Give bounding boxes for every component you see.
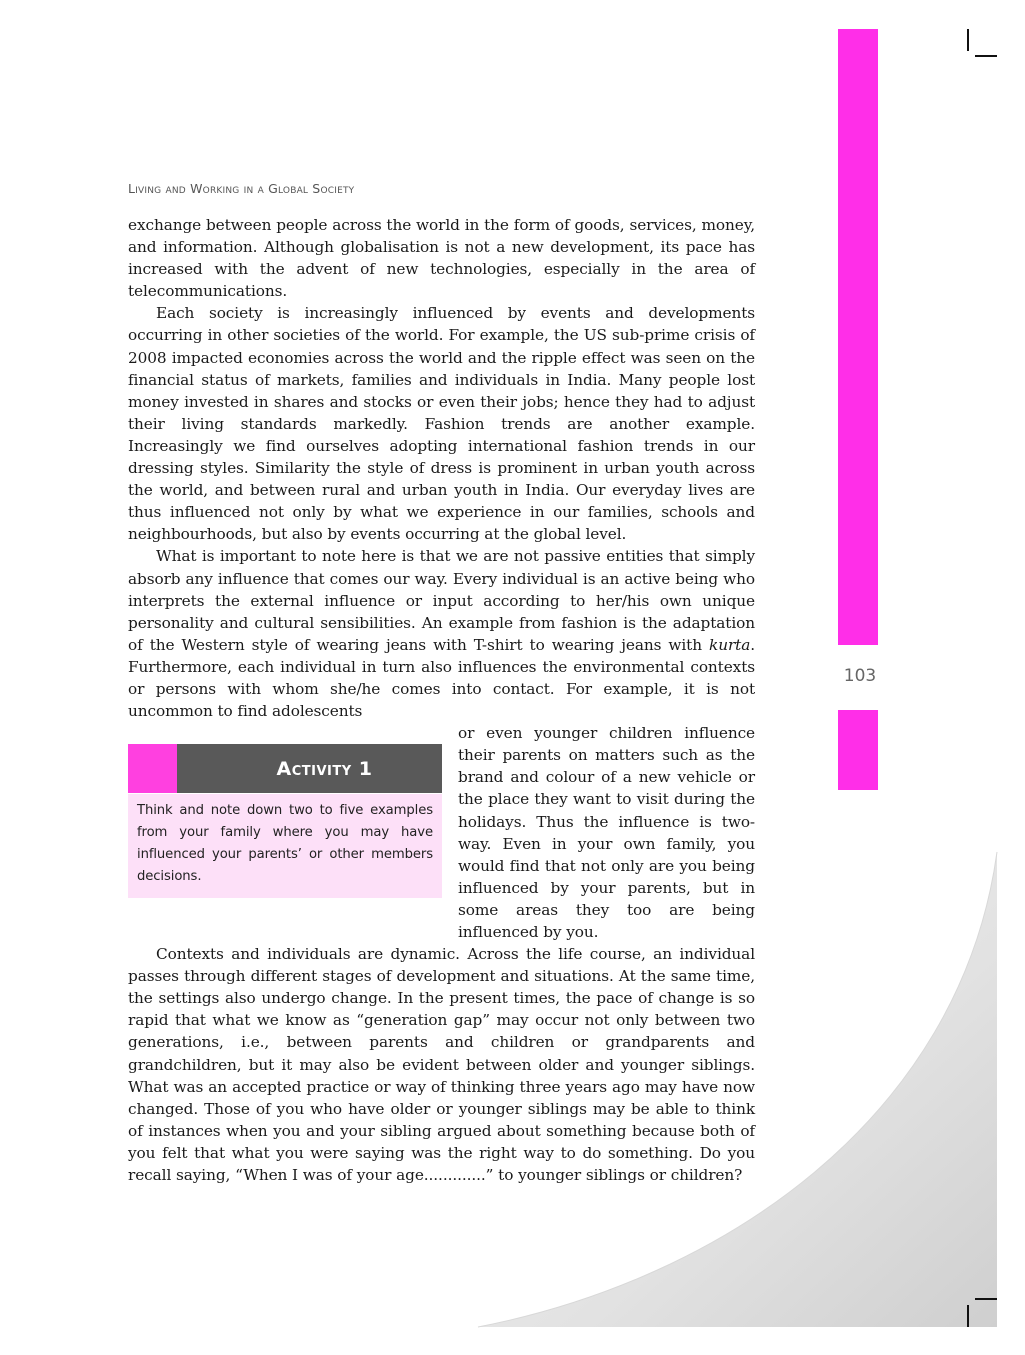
paragraph: or even younger children influence their parents on matters such as the brand and colour of a new vehicle or the place they want to visit during the holidays. Thus the influence is two-way. Even in your own family, you would find that not only are you being influenced by your parents, but in some areas they too are being influenced by you. [458,724,755,941]
paragraph-text: What is important to note here is that we are not passive entities that simply absorb any influence that comes our way. Every individual is an active being who interprets the external influence or input according to her/his own unique personality and cultural sensibilities. An example from fashion is the adaptation of the Western style of wearing jeans with T-shirt to wearing jeans with [128,547,755,654]
paragraph [128,545,755,722]
activity-header [128,744,442,793]
italic-term: kurta [709,635,751,654]
paragraph: exchange between people across the world in the form of goods, services, money, and information. Although globalisation is not a new development, its pace has increased with the advent of new technologies, especially in the area of telecommunications. [128,216,755,301]
activity-text: Think and note down two to five examples from your family where you may have influenced your parents’ or other members decisions. [128,794,442,898]
side-tab-lower [838,710,878,790]
crop-mark [967,1305,969,1327]
activity-accent [128,744,177,793]
crop-mark [975,1298,997,1300]
side-tab-upper [838,29,878,645]
paragraph: Contexts and individuals are dynamic. Across the life course, an individual passes through different stages of development and situations. At the same time, the settings also undergo change. In the present times, the pace of change is so rapid that what we know as “generation gap” may occur not only between two generations, i.e., between parents and children or grandparents and grandchildren, but it may also be evident between older and younger siblings. What was an accepted practice or way of thinking three years ago may have now changed. Those of you who have older or younger siblings may be able to think of instances when you and your sibling argued about something because both of you felt that what you were saying was the right way to do something. Do you recall saying, “When I was of your age.............” to younger siblings or children? [128,945,755,1185]
paragraph-text: . Furthermore, each individual in turn also influences the environmental contexts or persons with whom she/he comes into contact. For example, it is not uncommon to find adolescents [128,635,755,721]
crop-mark [975,55,997,57]
page-number: 103 [843,666,877,686]
body-text [128,214,755,1186]
crop-mark [967,29,969,51]
paragraph: Each society is increasingly influenced by events and developments occurring in other societies of the world. For example, the US sub-prime crisis of 2008 impacted economies across the world and the ripple effect was seen on the financial status of markets, families and individuals in India. Many people lost money invested in shares and stocks or even their jobs; hence they had to adjust their living standards markedly. Fashion trends are another example. Increasingly we find ourselves adopting international fashion trends in our dressing styles. Similarity the style of dress is prominent in urban youth across the world, and between rural and urban youth in India. Our everyday lives are thus influenced not only by what we experience in our families, schools and neighbourhoods, but also by events occurring at the global level. [128,304,755,544]
activity-title: Activity 1 [177,744,442,793]
running-head: Living and Working in a Global Society [128,181,355,196]
activity-box [128,744,442,898]
